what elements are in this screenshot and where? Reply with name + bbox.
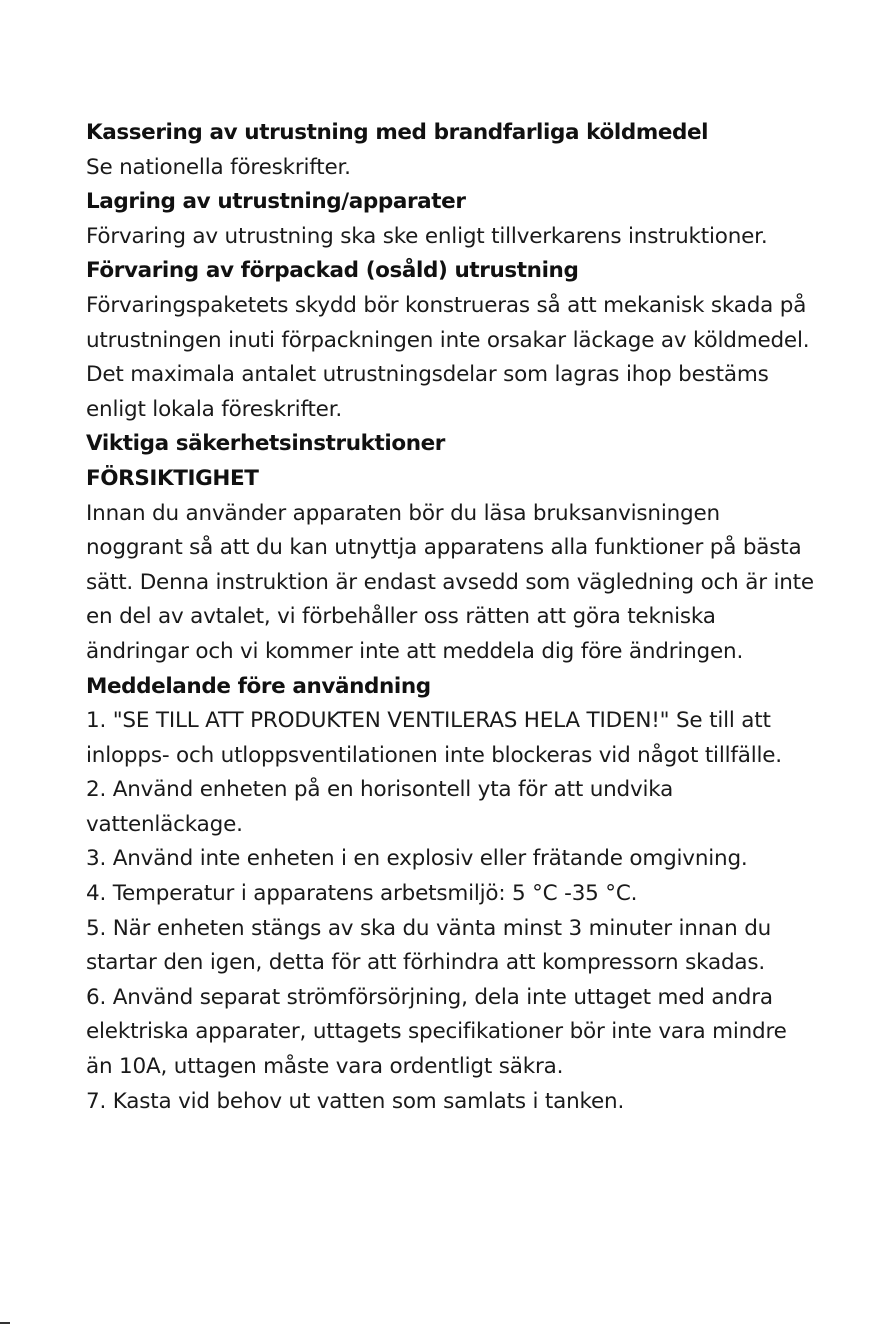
section-heading-notice-before-use: Meddelande före användning [86, 673, 431, 699]
paragraph-line: noggrant så att du kan utnyttja apparatens alla funktioner på bästa [86, 535, 802, 561]
paragraph-line: Förvaringspaketets skydd bör konstrueras så att mekanisk skada på [86, 292, 807, 318]
list-item-line: 4. Temperatur i apparatens arbetsmiljö: 5 °C -35 °C. [86, 881, 638, 907]
list-item-line: 2. Använd enheten på en horisontell yta för att undvika [86, 777, 674, 803]
list-item-line: elektriska apparater, uttagets specifikationer bör inte vara mindre [86, 1019, 787, 1045]
list-item-line: än 10A, uttagen måste vara ordentligt säkra. [86, 1054, 564, 1080]
paragraph-line: en del av avtalet, vi förbehåller oss rätten att göra tekniska [86, 604, 716, 630]
section-heading-safety-instructions: Viktiga säkerhetsinstruktioner [86, 431, 446, 457]
section-heading-packaged-storage: Förvaring av förpackad (osåld) utrustning [86, 258, 579, 284]
paragraph-line: sätt. Denna instruktion är endast avsedd som vägledning och är inte [86, 569, 814, 595]
list-item-line: 3. Använd inte enheten i en explosiv eller frätande omgivning. [86, 846, 748, 872]
list-item-line: inlopps- och utloppsventilationen inte blockeras vid något tillfälle. [86, 742, 782, 768]
list-item-line: 6. Använd separat strömförsörjning, dela inte uttaget med andra [86, 984, 773, 1010]
section-heading-disposal: Kassering av utrustning med brandfarliga köldmedel [86, 120, 709, 145]
paragraph-line: Se nationella föreskrifter. [86, 154, 351, 180]
paragraph-line: utrustningen inuti förpackningen inte orsakar läckage av köldmedel. [86, 327, 810, 353]
list-item-line: startar den igen, detta för att förhindra att kompressorn skadas. [86, 950, 765, 976]
paragraph-line: Det maximala antalet utrustningsdelar som lagras ihop bestäms [86, 362, 769, 388]
paragraph-line: Förvaring av utrustning ska ske enligt tillverkarens instruktioner. [86, 223, 768, 249]
section-heading-storage: Lagring av utrustning/apparater [86, 189, 466, 215]
list-item-line: 1. "SE TILL ATT PRODUKTEN VENTILERAS HELA TIDEN!" Se till att [86, 708, 771, 734]
list-item-line: 5. När enheten stängs av ska du vänta minst 3 minuter innan du [86, 915, 772, 941]
document-page [86, 116, 866, 1119]
list-item-line: vattenläckage. [86, 811, 243, 837]
paragraph-line: enligt lokala föreskrifter. [86, 396, 343, 422]
section-heading-caution: FÖRSIKTIGHET [86, 465, 259, 491]
list-item-line: 7. Kasta vid behov ut vatten som samlats i tanken. [86, 1088, 625, 1114]
paragraph-line: ändringar och vi kommer inte att meddela dig före ändringen. [86, 638, 744, 664]
paragraph-line: Innan du använder apparaten bör du läsa bruksanvisningen [86, 500, 720, 526]
